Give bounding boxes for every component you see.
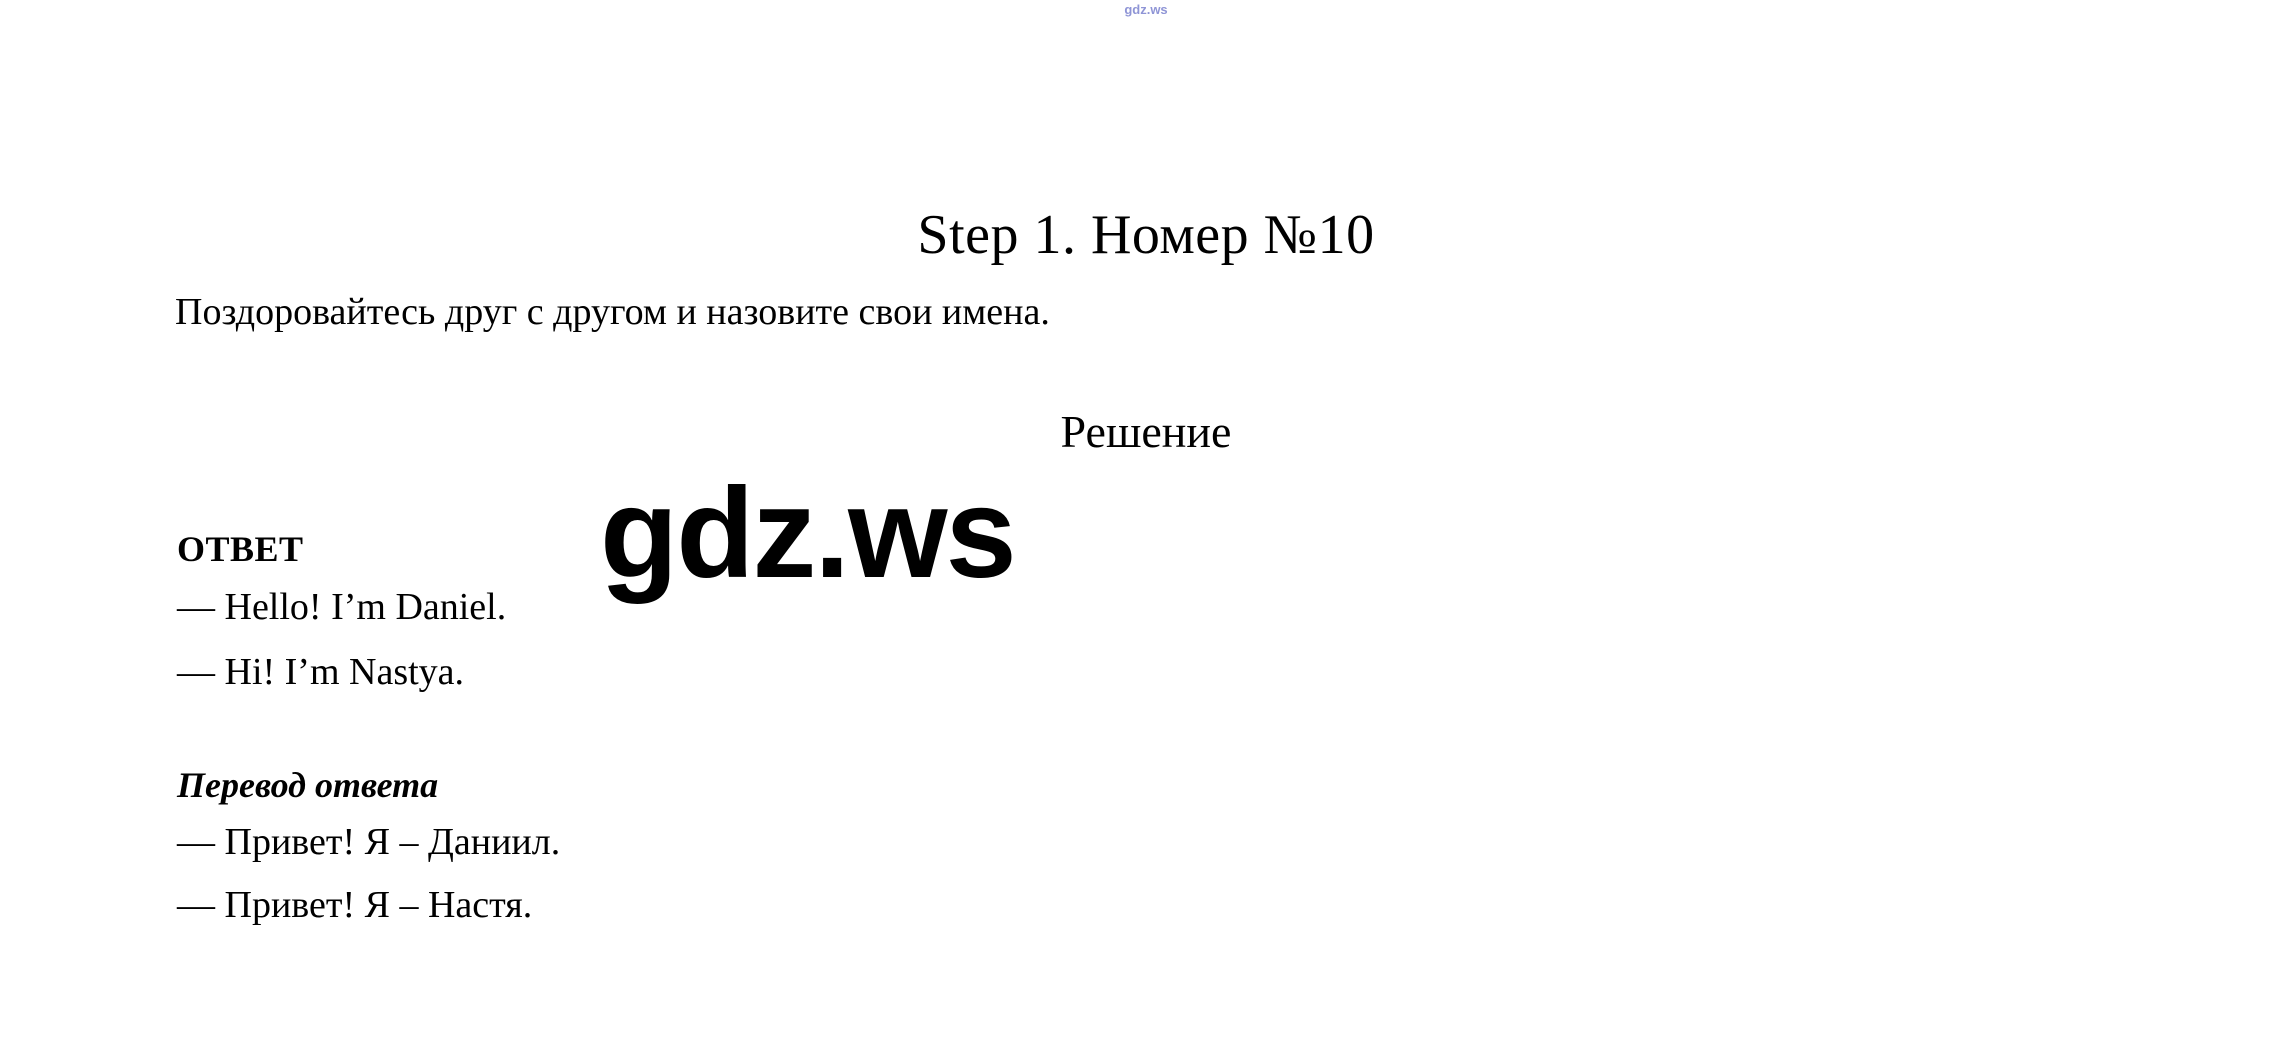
answer-line: — Hi! I’m Nastya.: [177, 651, 465, 693]
answer-line: — Hello! I’m Daniel.: [177, 586, 507, 628]
translation-line: — Привет! Я – Даниил.: [177, 821, 561, 863]
solution-heading: Решение: [1060, 406, 1232, 457]
page-title: Step 1. Номер №10: [917, 203, 1375, 266]
translation-label: Перевод ответа: [177, 765, 439, 805]
task-statement: Поздоровайтесь друг с другом и назовите свои имена.: [175, 291, 1050, 333]
center-watermark: gdz.ws: [600, 462, 1015, 605]
top-watermark: gdz.ws: [1124, 2, 1168, 17]
translation-line: — Привет! Я – Настя.: [177, 884, 533, 926]
answer-label: ОТВЕТ: [177, 529, 304, 569]
